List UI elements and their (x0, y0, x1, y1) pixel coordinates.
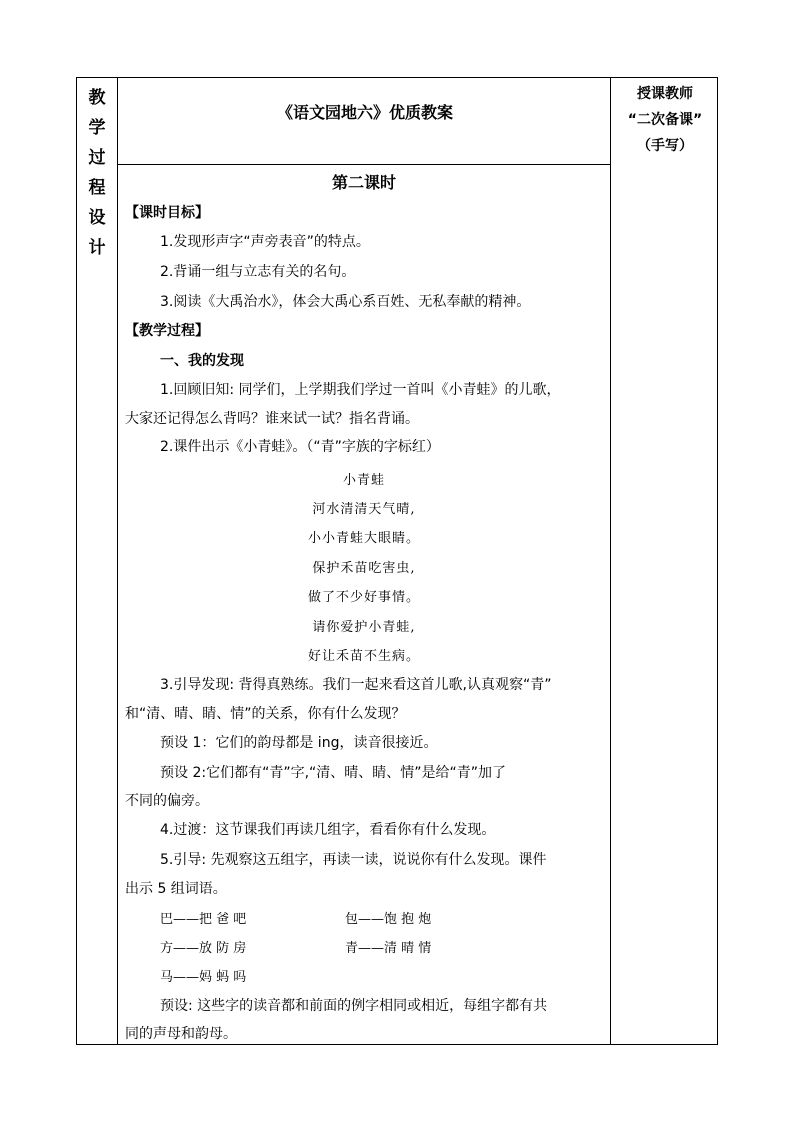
word-group: 马——妈 蚂 吗 (160, 970, 247, 985)
column-divider-left (117, 78, 118, 1044)
preset-1: 预设 1：它们的韵母都是 ing，读音很接近。 (160, 735, 438, 751)
document-title: 《语文园地六》优质教案 (276, 103, 453, 122)
poem-line: 做了不少好事情。 (307, 590, 420, 605)
poem-line: 保护禾苗吃害虫, (312, 561, 416, 576)
paragraph-3-line-2: 和“清、晴、睛、情”的关系，你有什么发现？ (125, 706, 406, 722)
paragraph-2: 2.课件出示《小青蛙》。（“青”字族的字标红） (160, 439, 440, 455)
paragraph-1-line-2: 大家还记得怎么背吗？谁来试一试？指名背诵。 (125, 411, 419, 427)
poem-line: 河水清清天气晴, (312, 502, 416, 517)
preset-2-line-2: 不同的偏旁。 (125, 793, 209, 809)
goals-heading: 【课时目标】 (125, 205, 209, 221)
poem-line: 小小青蛙大眼睛。 (307, 531, 420, 546)
word-group: 青——清 晴 情 (345, 941, 432, 956)
poem-line: 好让禾苗不生病。 (307, 649, 420, 664)
preset-2-line-1: 预设 2:它们都有“青”字,“清、晴、睛、情”是给“青”加了 (160, 765, 507, 781)
poem-line: 请你爱护小青蛙, (312, 620, 416, 635)
paragraph-4: 4.过渡：这节课我们再读几组字，看看你有什么发现。 (160, 822, 496, 838)
goal-2: 2.背诵一组与立志有关的名句。 (160, 264, 356, 280)
process-heading: 【教学过程】 (125, 323, 209, 339)
second-preparation-header: 授课教师 “二次备课” （手写） (627, 86, 703, 154)
poem-title: 小青蛙 (342, 473, 385, 488)
word-group: 方——放 防 房 (160, 941, 247, 956)
goal-3: 3.阅读《大禹治水》，体会大禹心系百姓、无私奉献的精神。 (160, 294, 531, 310)
word-group: 巴——把 爸 吧 (160, 912, 247, 927)
column-divider-right (610, 78, 611, 1044)
paragraph-3-line-1: 3.引导发现: 背得真熟练。我们一起来看这首儿歌,认真观察“青” (160, 677, 552, 693)
paragraph-1-line-1: 1.回顾旧知: 同学们，上学期我们学过一首叫《小青蛙》的儿歌， (160, 382, 561, 398)
preset-3-line-2: 同的声母和韵母。 (125, 1026, 237, 1042)
paragraph-5-line-1: 5.引导: 先观察这五组字，再读一读，说说你有什么发现。课件 (160, 852, 547, 868)
word-group: 包——饱 抱 炮 (345, 912, 432, 927)
lesson-title: 第二课时 (331, 173, 396, 192)
paragraph-5-line-2: 出示 5 组词语。 (125, 881, 227, 897)
goal-1: 1.发现形声字“声旁表音”的特点。 (160, 234, 370, 250)
lesson-plan-table (76, 77, 718, 1045)
section-my-discovery: 一、我的发现 (160, 353, 244, 369)
side-label-teaching-process-design: 教 学 过 程 设 计 (88, 88, 106, 258)
preset-3-line-1: 预设: 这些字的读音都和前面的例字相同或相近，每组字都有共 (160, 998, 548, 1014)
header-divider (118, 164, 610, 165)
